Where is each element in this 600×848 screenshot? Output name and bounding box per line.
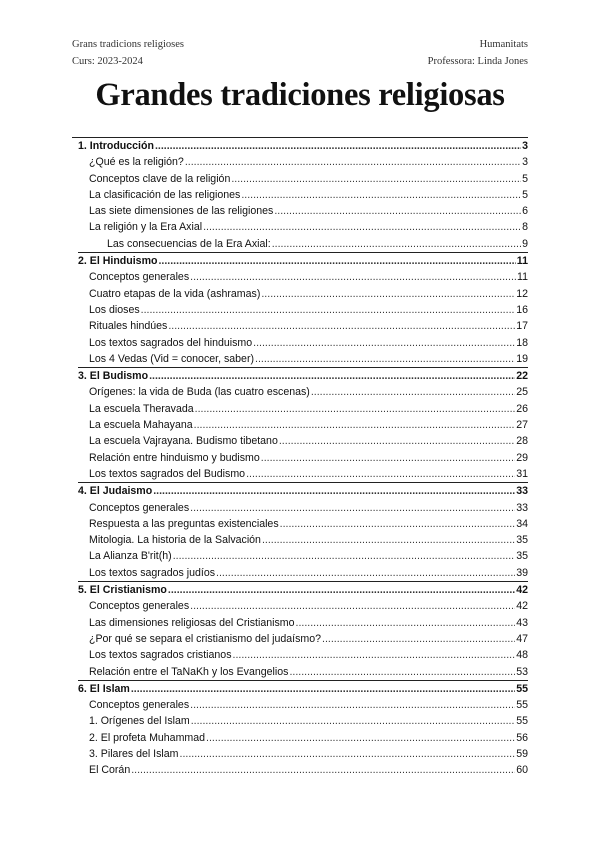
toc-entry-label: La escuela Theravada — [89, 402, 194, 415]
toc-subsection-entry[interactable] — [72, 219, 528, 235]
dot-leader — [233, 647, 516, 663]
toc-entry-page-number: 42 — [516, 584, 528, 597]
course-year: Curs: 2023-2024 — [72, 56, 143, 67]
toc-entry-label: 3. Pilares del Islam — [89, 747, 179, 760]
toc-subsection-entry[interactable] — [72, 203, 528, 219]
toc-entry-page-number: 18 — [516, 336, 528, 349]
toc-subsection-entry[interactable] — [72, 335, 528, 351]
toc-subsection-entry[interactable] — [72, 187, 528, 203]
toc-subsection-entry[interactable] — [72, 664, 528, 680]
toc-section-entry[interactable] — [72, 483, 528, 499]
toc-subsection-entry[interactable] — [72, 236, 528, 252]
dot-leader — [231, 171, 521, 187]
toc-entry-label: Cuatro etapas de la vida (ashramas) — [89, 287, 261, 300]
dot-leader — [274, 203, 521, 219]
toc-subsection-entry[interactable] — [72, 286, 528, 302]
table-of-contents — [72, 137, 528, 779]
toc-subsection-entry[interactable] — [72, 154, 528, 170]
page-header — [72, 36, 528, 70]
toc-subsection-entry[interactable] — [72, 631, 528, 647]
course-name: Grans tradicions religioses — [72, 39, 184, 50]
dot-leader — [173, 548, 516, 564]
toc-entry-label: Las dimensiones religiosas del Cristianismo — [89, 616, 295, 629]
toc-subsection-entry[interactable] — [72, 401, 528, 417]
toc-entry-label: La religión y la Era Axial — [89, 221, 203, 234]
toc-entry-page-number: 26 — [516, 402, 528, 415]
department: Humanitats — [479, 39, 528, 50]
toc-entry-label: Las consecuencias de la Era Axial: — [107, 237, 271, 250]
toc-subsection-entry[interactable] — [72, 615, 528, 631]
toc-entry-page-number: 55 — [516, 682, 528, 695]
toc-entry-label: Los 4 Vedas (Vid = conocer, saber) — [89, 352, 254, 365]
toc-section-entry[interactable] — [72, 138, 528, 154]
toc-entry-label: La escuela Vajrayana. Budismo tibetano — [89, 435, 278, 448]
toc-subsection-entry[interactable] — [72, 565, 528, 581]
toc-subsection-entry[interactable] — [72, 466, 528, 482]
toc-entry-page-number: 16 — [516, 303, 528, 316]
toc-entry-page-number: 3 — [522, 156, 528, 169]
toc-entry-page-number: 56 — [516, 731, 528, 744]
dot-leader — [149, 368, 515, 384]
toc-entry-label: ¿Por qué se separa el cristianismo del judaísmo? — [89, 632, 321, 645]
toc-entry-label: Conceptos generales — [89, 501, 190, 514]
toc-subsection-entry[interactable] — [72, 171, 528, 187]
toc-entry-label: Conceptos generales — [89, 271, 190, 284]
toc-entry-page-number: 6 — [522, 205, 528, 218]
toc-entry-page-number: 42 — [516, 600, 528, 613]
teacher: Professora: Linda Jones — [427, 56, 528, 67]
toc-entry-page-number: 11 — [517, 271, 528, 284]
toc-entry-page-number: 17 — [516, 320, 528, 333]
toc-entry-label: ¿Qué es la religión? — [89, 156, 184, 169]
toc-subsection-entry[interactable] — [72, 516, 528, 532]
toc-entry-page-number: 48 — [516, 649, 528, 662]
toc-entry-label: 3. El Budismo — [78, 370, 149, 383]
toc-section-entry[interactable] — [72, 368, 528, 384]
dot-leader — [206, 730, 515, 746]
toc-entry-page-number: 9 — [522, 237, 528, 250]
dot-leader — [255, 351, 515, 367]
dot-leader — [280, 516, 516, 532]
dot-leader — [158, 253, 515, 269]
toc-entry-page-number: 35 — [516, 534, 528, 547]
toc-entry-page-number: 31 — [516, 467, 528, 480]
toc-subsection-entry[interactable] — [72, 302, 528, 318]
toc-subsection-entry[interactable] — [72, 598, 528, 614]
dot-leader — [289, 664, 515, 680]
toc-subsection-entry[interactable] — [72, 532, 528, 548]
toc-entry-label: Orígenes: la vida de Buda (las cuatro escenas) — [89, 386, 310, 399]
dot-leader — [246, 466, 515, 482]
dot-leader — [195, 401, 516, 417]
toc-entry-label: La Alianza B'rit(h) — [89, 550, 172, 563]
dot-leader — [141, 302, 516, 318]
dot-leader — [253, 335, 515, 351]
dot-leader — [216, 565, 515, 581]
dot-leader — [322, 631, 515, 647]
toc-entry-page-number: 60 — [516, 764, 528, 777]
toc-entry-page-number: 11 — [516, 255, 528, 268]
toc-entry-page-number: 33 — [516, 485, 528, 498]
toc-entry-label: 5. El Cristianismo — [78, 584, 167, 597]
toc-entry-label: 4. El Judaismo — [78, 485, 153, 498]
toc-entry-page-number: 39 — [516, 566, 528, 579]
header-right — [428, 36, 528, 70]
toc-subsection-entry[interactable] — [72, 500, 528, 516]
toc-entry-label: Conceptos clave de la religión — [89, 172, 231, 185]
toc-entry-page-number: 5 — [522, 172, 528, 185]
toc-entry-label: Los textos sagrados del Budismo — [89, 467, 246, 480]
toc-subsection-entry[interactable] — [72, 318, 528, 334]
header-left — [72, 36, 184, 70]
toc-entry-label: 1. Orígenes del Islam — [89, 715, 190, 728]
toc-subsection-entry[interactable] — [72, 762, 528, 778]
dot-leader — [262, 532, 515, 548]
toc-entry-page-number: 33 — [516, 501, 528, 514]
toc-subsection-entry[interactable] — [72, 351, 528, 367]
toc-entry-label: 2. El profeta Muhammad — [89, 731, 205, 744]
toc-entry-label: Los dioses — [89, 303, 140, 316]
dot-leader — [168, 582, 515, 598]
toc-entry-page-number: 29 — [516, 451, 528, 464]
dot-leader — [190, 269, 516, 285]
dot-leader — [131, 762, 515, 778]
dot-leader — [272, 236, 521, 252]
toc-subsection-entry[interactable] — [72, 713, 528, 729]
toc-entry-label: 1. Introducción — [78, 140, 154, 152]
toc-entry-label: Las siete dimensiones de las religiones — [89, 205, 274, 218]
dot-leader — [296, 615, 516, 631]
toc-section-entry[interactable] — [72, 681, 528, 697]
toc-entry-page-number: 53 — [516, 665, 528, 678]
toc-subsection-entry[interactable] — [72, 746, 528, 762]
toc-entry-page-number: 3 — [522, 140, 528, 152]
dot-leader — [190, 598, 515, 614]
toc-subsection-entry[interactable] — [72, 647, 528, 663]
toc-section-entry[interactable] — [72, 253, 528, 269]
toc-entry-label: Relación entre el TaNaKh y los Evangelios — [89, 665, 289, 678]
dot-leader — [261, 450, 515, 466]
toc-subsection-entry[interactable] — [72, 450, 528, 466]
toc-entry-label: Respuesta a las preguntas existenciales — [89, 517, 279, 530]
toc-entry-label: Conceptos generales — [89, 699, 190, 712]
dot-leader — [311, 384, 515, 400]
dot-leader — [203, 219, 521, 235]
toc-entry-page-number: 47 — [516, 632, 528, 645]
dot-leader — [155, 138, 521, 154]
dot-leader — [194, 417, 516, 433]
toc-entry-page-number: 28 — [516, 435, 528, 448]
toc-entry-page-number: 25 — [516, 386, 528, 399]
toc-entry-page-number: 8 — [522, 221, 528, 234]
dot-leader — [131, 681, 515, 697]
dot-leader — [191, 713, 516, 729]
dot-leader — [153, 483, 515, 499]
toc-entry-label: Conceptos generales — [89, 600, 190, 613]
toc-entry-label: La clasificación de las religiones — [89, 188, 241, 201]
toc-entry-page-number: 19 — [516, 352, 528, 365]
toc-entry-page-number: 55 — [516, 715, 528, 728]
toc-entry-page-number: 43 — [516, 616, 528, 629]
toc-entry-page-number: 55 — [516, 699, 528, 712]
toc-entry-label: 2. El Hinduismo — [78, 255, 158, 268]
toc-entry-label: Mitologia. La historia de la Salvación — [89, 534, 261, 547]
toc-entry-page-number: 22 — [516, 370, 528, 383]
toc-subsection-entry[interactable] — [72, 433, 528, 449]
toc-entry-page-number: 27 — [516, 419, 528, 432]
toc-subsection-entry[interactable] — [72, 269, 528, 285]
toc-subsection-entry[interactable] — [72, 697, 528, 713]
toc-list — [72, 138, 528, 779]
toc-entry-page-number: 12 — [516, 287, 528, 300]
toc-entry-page-number: 34 — [516, 517, 528, 530]
toc-subsection-entry[interactable] — [72, 548, 528, 564]
toc-subsection-entry[interactable] — [72, 417, 528, 433]
toc-entry-label: Relación entre hinduismo y budismo — [89, 451, 260, 464]
toc-entry-page-number: 5 — [522, 188, 528, 201]
toc-entry-label: La escuela Mahayana — [89, 419, 193, 432]
dot-leader — [190, 500, 515, 516]
toc-entry-page-number: 35 — [516, 550, 528, 563]
dot-leader — [261, 286, 515, 302]
dot-leader — [241, 187, 521, 203]
dot-leader — [168, 318, 515, 334]
toc-entry-label: Los textos sagrados del hinduismo — [89, 336, 253, 349]
dot-leader — [180, 746, 516, 762]
dot-leader — [190, 697, 515, 713]
dot-leader — [185, 154, 521, 170]
dot-leader — [279, 433, 515, 449]
toc-entry-label: Los textos sagrados judíos — [89, 566, 216, 579]
document-title: Grandes tradiciones religiosas — [95, 77, 505, 113]
toc-entry-page-number: 59 — [516, 747, 528, 760]
toc-section-entry[interactable] — [72, 582, 528, 598]
toc-entry-label: Rituales hindúes — [89, 320, 168, 333]
toc-entry-label: 6. El Islam — [78, 682, 130, 695]
toc-entry-label: El Corán — [89, 764, 131, 777]
toc-subsection-entry[interactable] — [72, 730, 528, 746]
toc-entry-label: Los textos sagrados cristianos — [89, 649, 232, 662]
toc-subsection-entry[interactable] — [72, 384, 528, 400]
